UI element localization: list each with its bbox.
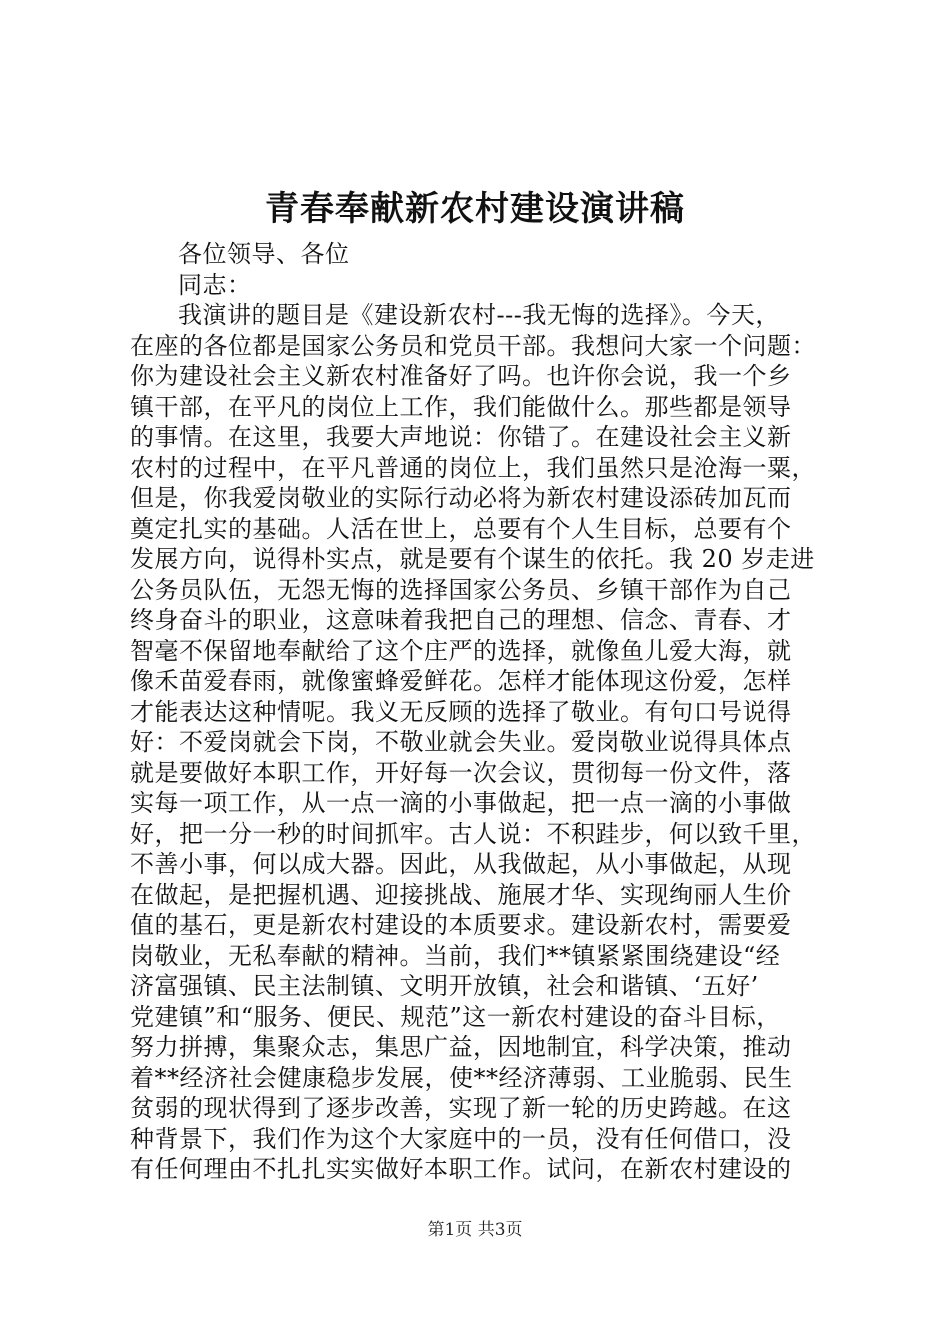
paragraph-line: 值的基石，更是新农村建设的本质要求。建设新农村，需要爱 [130,911,792,939]
paragraph-line: 就是要做好本职工作，开好每一次会议，贯彻每一份文件，落 [130,758,792,787]
paragraph-line: 智毫不保留地奉献给了这个庄严的选择，就像鱼儿爱大海，就 [130,636,792,665]
salutation-line: 同志： [178,270,252,299]
paragraph-line: 我演讲的题目是《建设新农村---我无悔的选择》。今天， [178,301,780,329]
paragraph-line: 终身奋斗的职业，这意味着我把自己的理想、信念、青春、才 [130,606,792,634]
paragraph-line: 实每一项工作，从一点一滴的小事做起，把一点一滴的小事做 [130,789,792,817]
document-body [130,239,836,1185]
paragraph-line: 在座的各位都是国家公务员和党员干部。我想问大家一个问题： [130,331,816,360]
salutation-line: 各位领导、各位 [178,240,350,268]
paragraph-line: 岗敬业，无私奉献的精神。当前，我们**镇紧紧围绕建设“经 [130,941,781,970]
paragraph-line: 党建镇”和“服务、便民、规范”这一新农村建设的奋斗目标， [130,1002,781,1031]
document-title: 青春奉献新农村建设演讲稿 [265,189,685,229]
paragraph-line: 好，把一分一秒的时间抓牢。古人说：不积跬步，何以致千里， [130,819,816,848]
page-footer: 第1页 共3页 [427,1220,523,1240]
paragraph-line: 公务员队伍，无怨无悔的选择国家公务员、乡镇干部作为自己 [130,575,792,604]
paragraph-line: 像禾苗爱春雨，就像蜜蜂爱鲜花。怎样才能体现这份爱，怎样 [130,667,792,695]
paragraph-line: 才能表达这种情呢。我义无反顾的选择了敬业。有句口号说得 [130,697,792,726]
paragraph-line: 发展方向，说得朴实点，就是要有个谋生的依托。我 20 岁走进 [130,545,815,573]
paragraph-line: 镇干部，在平凡的岗位上工作，我们能做什么。那些都是领导 [130,392,792,421]
paragraph-line: 在做起，是把握机遇、迎接挑战、施展才华、实现绚丽人生价 [130,880,792,909]
paragraph-line: 不善小事，何以成大器。因此，从我做起，从小事做起，从现 [130,850,792,878]
paragraph-line: 种背景下，我们作为这个大家庭中的一员，没有任何借口，没 [130,1124,792,1153]
paragraph-line: 的事情。在这里，我要大声地说：你错了。在建设社会主义新 [130,423,792,451]
paragraph-line: 但是，你我爱岗敬业的实际行动必将为新农村建设添砖加瓦而 [130,484,792,512]
paragraph-line: 有任何理由不扎扎实实做好本职工作。试问，在新农村建设的 [130,1155,792,1183]
paragraph-line: 农村的过程中，在平凡普通的岗位上，我们虽然只是沧海一粟， [130,453,816,482]
paragraph-line: 贫弱的现状得到了逐步改善，实现了新一轮的历史跨越。在这 [130,1094,792,1122]
paragraph-line: 济富强镇、民主法制镇、文明开放镇，社会和谐镇、‘五好’ [130,972,759,1000]
paragraph-line: 奠定扎实的基础。人活在世上，总要有个人生目标，总要有个 [130,514,792,543]
paragraph-line: 努力拼搏，集聚众志，集思广益，因地制宜，科学决策，推动 [130,1033,792,1061]
paragraph-line: 着**经济社会健康稳步发展，使**经济薄弱、工业脆弱、民生 [130,1063,793,1092]
paragraph-line: 你为建设社会主义新农村准备好了吗。也许你会说，我一个乡 [130,362,792,390]
paragraph-line: 好：不爱岗就会下岗，不敬业就会失业。爱岗敬业说得具体点 [130,728,792,756]
